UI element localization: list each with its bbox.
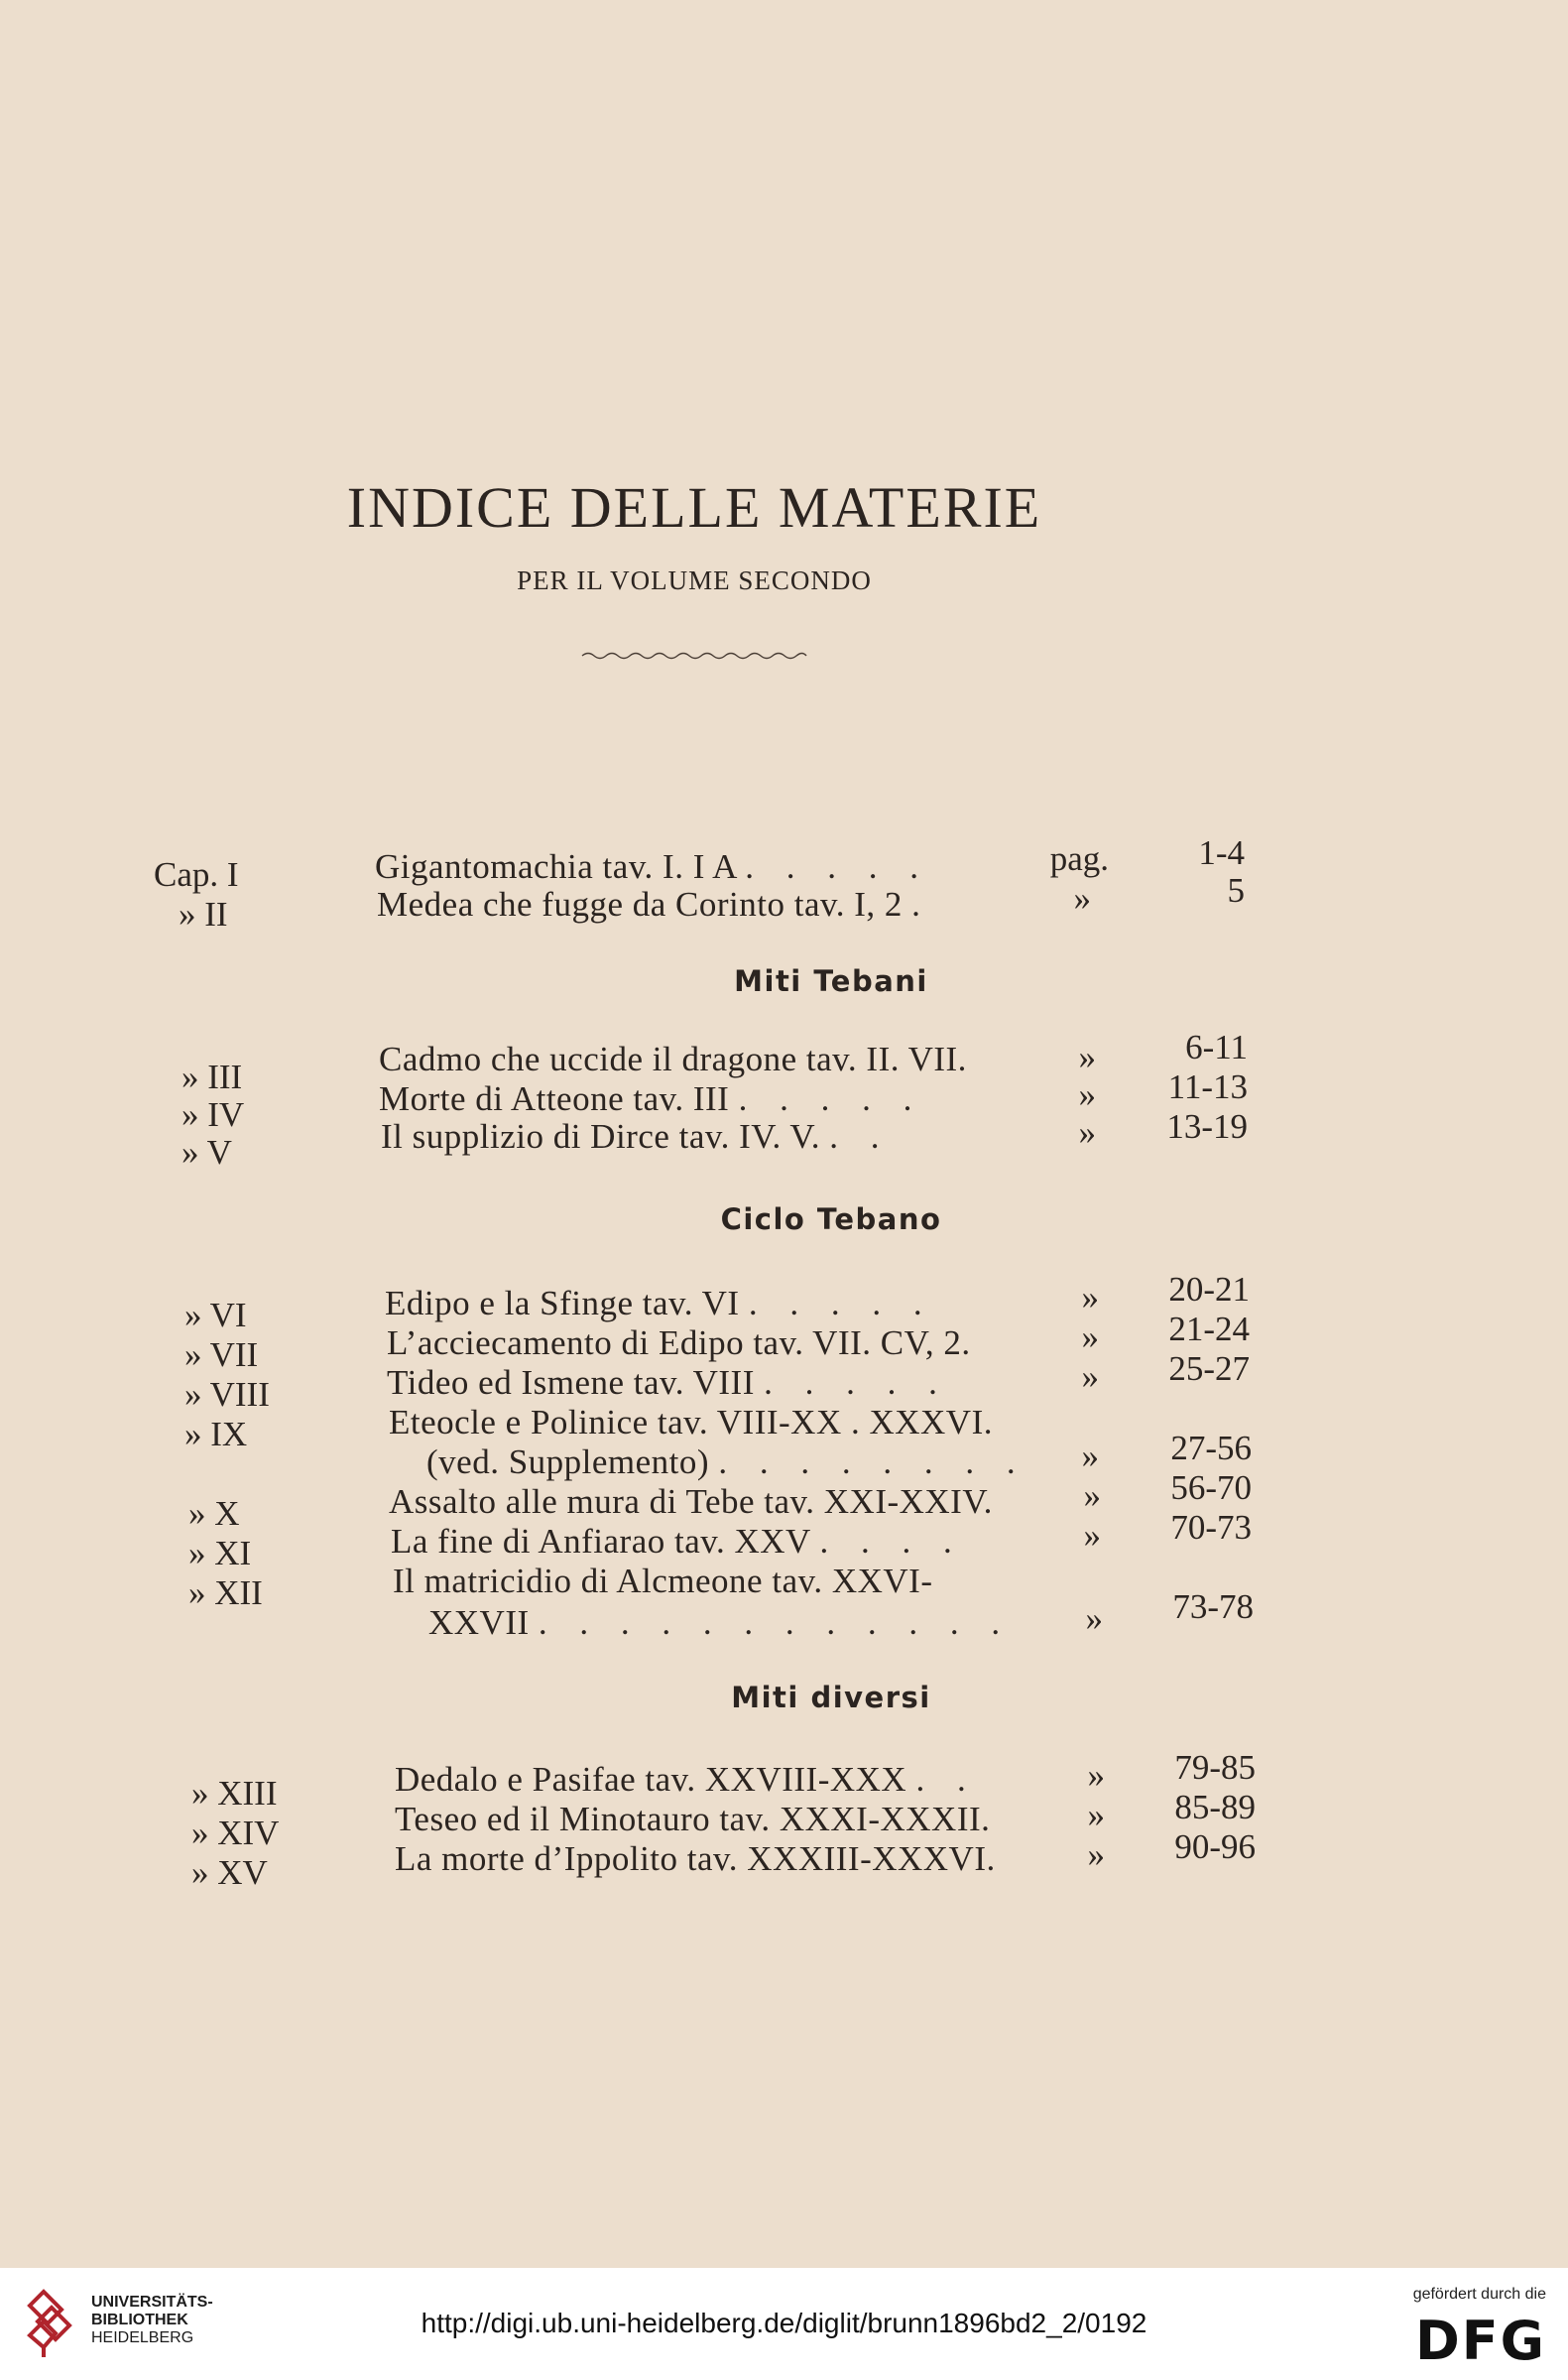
entry-title: La fine di Anfiarao tav. XXV . . . . — [391, 1522, 964, 1561]
ditto-mark: » — [1083, 1476, 1101, 1515]
page-title: INDICE DELLE MATERIE — [346, 475, 1042, 540]
ditto-mark: » — [1087, 1756, 1105, 1795]
page-range: 70-73 — [1170, 1508, 1252, 1547]
page-range: 73-78 — [1172, 1587, 1254, 1626]
chapter-number: » XIV — [191, 1814, 280, 1852]
section-heading: Miti Tebani — [734, 964, 928, 998]
chapter-number: » IX — [184, 1415, 248, 1453]
viewer-footer — [0, 2268, 1568, 2380]
page-range: 13-19 — [1166, 1107, 1248, 1146]
page-subtitle: PER IL VOLUME SECONDO — [517, 565, 872, 595]
page-range: 6-11 — [1185, 1028, 1248, 1066]
chapter-number: » XV — [191, 1853, 268, 1892]
chapter-number: » XI — [188, 1534, 252, 1572]
permalink-url[interactable]: http://digi.ub.uni-heidelberg.de/diglit/brunn1896bd2_2/0192 — [421, 2308, 1147, 2338]
entry-title: Gigantomachia tav. I. I A . . . . . — [375, 847, 931, 886]
entry-title-continued: (ved. Supplemento) . . . . . . . . — [426, 1442, 1027, 1481]
ditto-mark: » — [1081, 1317, 1099, 1356]
library-name: UNIVERSITÄTS- BIBLIOTHEK HEIDELBERG — [91, 2294, 213, 2346]
ditto-mark: » — [1073, 879, 1091, 918]
entry-title-continued: XXVII . . . . . . . . . . . . — [428, 1603, 1013, 1642]
ditto-mark: » — [1078, 1075, 1096, 1114]
entry-title: La morte d’Ippolito tav. XXXIII-XXXVI. — [395, 1839, 996, 1878]
ditto-mark: » — [1083, 1516, 1101, 1555]
entry-title: Tideo ed Ismene tav. VIII . . . . . — [387, 1363, 949, 1402]
section-heading: Miti diversi — [731, 1681, 931, 1714]
page-range: 1-4 — [1198, 833, 1245, 872]
page-range: 21-24 — [1168, 1310, 1250, 1348]
entry-title: Il matricidio di Alcmeone tav. XXVI- — [393, 1562, 933, 1600]
page-range: 90-96 — [1174, 1827, 1256, 1866]
chapter-number: » V — [181, 1133, 232, 1172]
ditto-mark: » — [1081, 1278, 1099, 1316]
chapter-number: » II — [179, 895, 228, 934]
chapter-number: » IV — [181, 1095, 245, 1134]
chapter-number: Cap. I — [154, 855, 239, 894]
entry-title: Assalto alle mura di Tebe tav. XXI-XXIV. — [389, 1482, 993, 1521]
chapter-number: » VI — [184, 1296, 247, 1334]
ditto-mark: » — [1087, 1796, 1105, 1834]
dfg-logo: DFG — [1414, 2310, 1546, 2372]
chapter-number: » XIII — [191, 1774, 278, 1813]
chapter-number: » X — [188, 1494, 240, 1533]
chapter-number: » III — [181, 1058, 243, 1096]
ditto-mark: » — [1078, 1113, 1096, 1152]
ditto-mark: » — [1081, 1357, 1099, 1396]
page-range: 56-70 — [1170, 1468, 1252, 1507]
ditto-mark: » — [1085, 1599, 1103, 1638]
chapter-number: » VII — [184, 1335, 259, 1374]
entry-title: Medea che fugge da Corinto tav. I, 2 . — [377, 885, 932, 924]
entry-title: Teseo ed il Minotauro tav. XXXI-XXXII. — [395, 1800, 991, 1838]
page-range: 5 — [1227, 871, 1245, 910]
entry-title: Edipo e la Sfinge tav. VI . . . . . — [385, 1284, 934, 1322]
page-range: 11-13 — [1167, 1067, 1248, 1106]
entry-title: Dedalo e Pasifae tav. XXVIII-XXX . . — [395, 1760, 978, 1799]
section-heading: Ciclo Tebano — [720, 1202, 942, 1236]
page-label: pag. — [1049, 839, 1109, 878]
funding-note: gefördert durch die — [1412, 2286, 1546, 2303]
entry-title: Il supplizio di Dirce tav. IV. V. . . — [381, 1117, 892, 1156]
page-range: 20-21 — [1168, 1270, 1250, 1309]
page-range: 79-85 — [1174, 1748, 1256, 1787]
ditto-mark: » — [1087, 1835, 1105, 1874]
chapter-number: » VIII — [184, 1375, 270, 1414]
page-range: 85-89 — [1174, 1788, 1256, 1826]
entry-title: L’acciecamento di Edipo tav. VII. CV, 2. — [387, 1323, 971, 1362]
entry-title: Cadmo che uccide il dragone tav. II. VII. — [379, 1040, 967, 1078]
page-range: 25-27 — [1168, 1349, 1250, 1388]
page-range: 27-56 — [1170, 1429, 1252, 1467]
ditto-mark: » — [1078, 1038, 1096, 1076]
entry-title: Eteocle e Polinice tav. VIII-XX . XXXVI. — [389, 1403, 993, 1441]
chapter-number: » XII — [188, 1573, 263, 1612]
ornament-rule — [580, 649, 808, 663]
ditto-mark: » — [1081, 1437, 1099, 1475]
entry-title: Morte di Atteone tav. III . . . . . — [379, 1079, 924, 1118]
